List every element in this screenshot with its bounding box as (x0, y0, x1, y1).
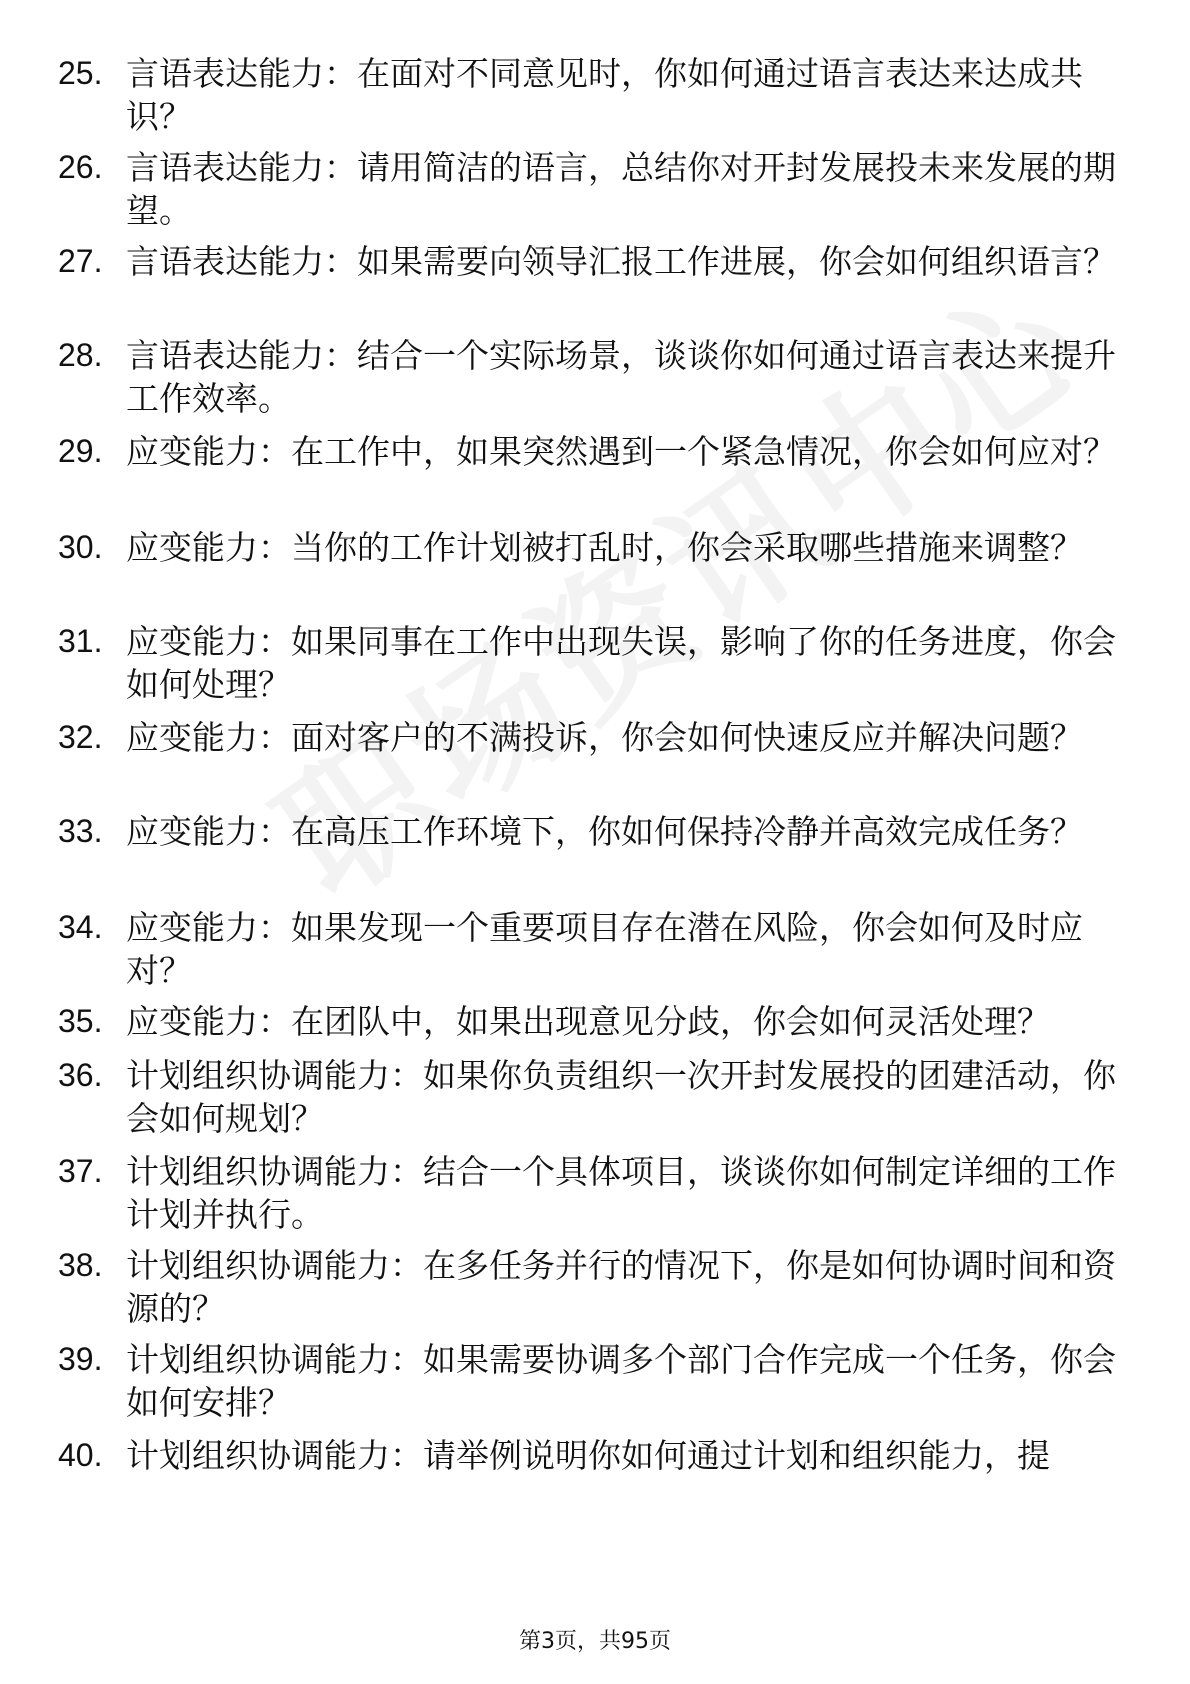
question-number: 38. (58, 1247, 103, 1283)
question-text: 言语表达能力：在面对不同意见时，你如何通过语言表达来达成共识？ (126, 54, 1083, 136)
question-number: 31. (58, 623, 103, 659)
question-text: 计划组织协调能力：请举例说明你如何通过计划和组织能力，提 (126, 1436, 1050, 1475)
question-text: 应变能力：在团队中，如果出现意见分歧，你会如何灵活处理？ (126, 1002, 1050, 1041)
question-text: 计划组织协调能力：结合一个具体项目，谈谈你如何制定详细的工作计划并执行。 (126, 1152, 1116, 1234)
question-text: 应变能力：在工作中，如果突然遇到一个紧急情况，你会如何应对？ (126, 432, 1116, 471)
question-text: 应变能力：如果发现一个重要项目存在潜在风险，你会如何及时应对？ (126, 908, 1083, 990)
question-number: 39. (58, 1341, 103, 1377)
question-text: 应变能力：当你的工作计划被打乱时，你会采取哪些措施来调整？ (126, 528, 1083, 567)
question-text: 计划组织协调能力：如果需要协调多个部门合作完成一个任务，你会如何安排？ (126, 1340, 1116, 1422)
question-number: 33. (58, 813, 103, 849)
question-number: 40. (58, 1437, 103, 1473)
question-text: 言语表达能力：请用简洁的语言，总结你对开封发展投未来发展的期望。 (126, 148, 1116, 230)
question-text: 应变能力：面对客户的不满投诉，你会如何快速反应并解决问题？ (126, 718, 1083, 757)
page-footer: 第3页，共95页 (519, 1629, 671, 1654)
question-number: 35. (58, 1003, 103, 1039)
question-text: 计划组织协调能力：如果你负责组织一次开封发展投的团建活动，你会如何规划？ (126, 1056, 1116, 1138)
question-text: 言语表达能力：如果需要向领导汇报工作进展，你会如何组织语言？ (126, 242, 1116, 281)
question-number: 29. (58, 433, 103, 469)
question-number: 34. (58, 909, 103, 945)
question-text: 应变能力：如果同事在工作中出现失误，影响了你的任务进度，你会如何处理？ (126, 622, 1116, 704)
question-number: 26. (58, 149, 103, 185)
question-number: 37. (58, 1153, 103, 1189)
question-text: 计划组织协调能力：在多任务并行的情况下，你是如何协调时间和资源的？ (126, 1246, 1116, 1328)
question-number: 30. (58, 529, 103, 565)
question-text: 言语表达能力：结合一个实际场景，谈谈你如何通过语言表达来提升工作效率。 (126, 336, 1116, 418)
question-text: 应变能力：在高压工作环境下，你如何保持冷静并高效完成任务？ (126, 812, 1083, 851)
question-number: 27. (58, 243, 103, 279)
question-number: 28. (58, 337, 103, 373)
question-number: 25. (58, 55, 103, 91)
question-number: 32. (58, 719, 103, 755)
question-number: 36. (58, 1057, 103, 1093)
